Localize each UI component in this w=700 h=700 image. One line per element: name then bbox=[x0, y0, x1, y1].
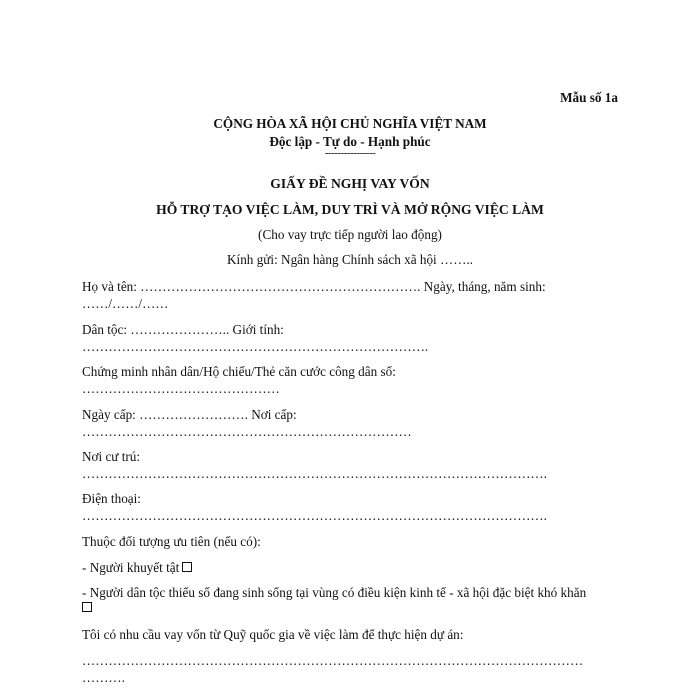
dob-field[interactable]: ……/……/…… bbox=[82, 296, 169, 311]
document-title: GIẤY ĐỀ NGHỊ VAY VỐN bbox=[270, 176, 430, 191]
issue-place-field[interactable]: ………………………………………………………………… bbox=[82, 424, 412, 439]
priority-ethnic-checkbox[interactable] bbox=[82, 602, 92, 612]
id-number-label: Chứng minh nhân dân/Hộ chiếu/Thẻ căn cước công dân số: bbox=[82, 364, 396, 379]
loan-project-field[interactable]: …………………………………………………………………………………………………… bbox=[82, 653, 584, 668]
priority-label: Thuộc đối tượng ưu tiên (nếu có): bbox=[82, 534, 261, 549]
id-number-field[interactable]: ……………………………………… bbox=[82, 381, 280, 396]
document-subtitle: (Cho vay trực tiếp người lao động) bbox=[258, 227, 442, 242]
priority-ethnic-checkbox-row bbox=[82, 600, 92, 616]
document-title-line2: HỖ TRỢ TẠO VIỆC LÀM, DUY TRÌ VÀ MỞ RỘNG VIỆC LÀM bbox=[156, 202, 544, 217]
national-motto: Độc lập - Tự do - Hạnh phúc bbox=[269, 134, 431, 149]
priority-ethnic-option bbox=[82, 585, 586, 601]
phone-label: Điện thoại: bbox=[82, 491, 141, 506]
issue-date-field[interactable]: Ngày cấp: ……………………. Nơi cấp: bbox=[82, 407, 297, 422]
gender-blank[interactable]: ……………………………………………………………………. bbox=[82, 339, 429, 354]
loan-project-field-2[interactable]: ………. bbox=[82, 670, 125, 685]
addressee-line: Kính gửi: Ngân hàng Chính sách xã hội …….. bbox=[227, 252, 473, 267]
priority-ethnic-label: - Người dân tộc thiểu số đang sinh sống tại vùng có điều kiện kinh tế - xã hội đặc biệt khó khăn bbox=[82, 585, 587, 600]
priority-disabled-checkbox[interactable] bbox=[182, 562, 192, 572]
ethnic-gender-field[interactable]: Dân tộc: ………………….. Giới tính: bbox=[82, 322, 284, 337]
name-field[interactable]: Họ và tên: ………………………………………………………. Ngày, tháng, năm sinh: bbox=[82, 279, 546, 294]
phone-field[interactable]: ……………………………………………………………………………………………. bbox=[82, 508, 547, 523]
national-title: CỘNG HÒA XÃ HỘI CHỦ NGHĨA VIỆT NAM bbox=[213, 116, 487, 131]
header-separator: ---------------- bbox=[324, 147, 376, 159]
priority-disabled-label: - Người khuyết tật bbox=[82, 560, 180, 575]
residence-label: Nơi cư trú: bbox=[82, 449, 141, 464]
form-code: Mẫu số 1a bbox=[560, 90, 618, 105]
loan-request-label: Tôi có nhu cầu vay vốn từ Quỹ quốc gia về việc làm để thực hiện dự án: bbox=[82, 627, 464, 642]
priority-disabled-option bbox=[82, 560, 192, 576]
residence-field[interactable]: ……………………………………………………………………………………………. bbox=[82, 466, 547, 481]
